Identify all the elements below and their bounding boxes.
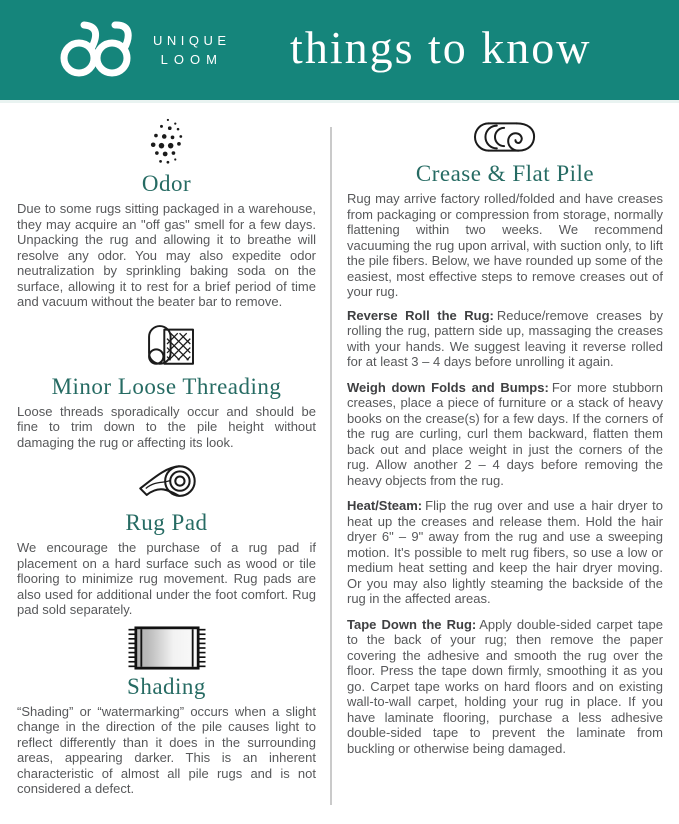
header-band: [0, 0, 679, 103]
brand-line1: UNIQUE: [153, 32, 231, 48]
section-body: We encourage the purchase of a rug pad if placement on a hard surface such as wood or tile flooring to minimize rug movement. Rug pads are also used for additional under the foot comfort. Rug pad sold separately.: [17, 540, 316, 617]
tip-body: Flip the rug over and use a hair dryer to heat up the creases and release them. Hold the hair dryer 6" – 9" away from the rug and use a sweeping motion. It's possible to melt rug fibers, so use a low or medium heat setting and keep the hair dryer moving. Or you may also lightly steaming the backside of the rug in the affected areas.: [347, 498, 663, 606]
section-body: Due to some rugs sitting packaged in a warehouse, they may acquire an "off gas" smell for a few days. Unpacking the rug and allowing it to breathe will resolve any odor. You may also expedite odor neutralization by sprinkling baking soda on the surface, allowing it to rest for a brief period of time and vacuum without the beater bar to remove.: [17, 201, 316, 309]
tip-label: Tape Down the Rug:: [347, 616, 477, 632]
tip-reverse-roll: [347, 308, 663, 370]
rolled-rug-side-icon: [347, 117, 663, 157]
section-title: Shading: [127, 673, 206, 699]
section-shading: [17, 626, 316, 797]
content: [0, 103, 679, 805]
section-body: Loose threads sporadically occur and should be fine to trim down to the pile height without damaging the rug or affecting its look.: [17, 403, 316, 450]
section-minor-loose-threading: [17, 318, 316, 451]
section-odor: [17, 117, 316, 310]
section-body: Rug may arrive factory rolled/folded and have creases from packaging or compression from storage, normally flattening within two weeks. We recommend vacuuming the rug upon arrival, with suction only, to lift the pile fibers. Below, we have rounded up some of the easiest, most effective steps to remove creases out of your rug.: [347, 191, 663, 299]
section-body: “Shading” or “watermarking” occurs when a slight change in the direction of the pile causes light to reflect differently than it does in the surrounding areas, appearing darker. This is an inherent characteristic of almost all pile rugs and is not considered a defect.: [17, 703, 316, 796]
tip-label: Weigh down Folds and Bumps:: [347, 379, 549, 395]
brand-name: [153, 31, 231, 70]
rolled-rug-corner-icon: [17, 318, 316, 370]
section-title: Crease & Flat Pile: [415, 161, 595, 186]
tip-weigh-down: [347, 380, 663, 489]
section-rug-pad: [17, 458, 316, 618]
fringed-rug-icon: [17, 626, 316, 670]
page-title: things to know: [290, 21, 592, 73]
tip-label: Reverse Roll the Rug:: [347, 307, 494, 323]
section-crease-flat-pile: [347, 117, 663, 300]
right-column: [332, 115, 679, 805]
tip-body: Reduce/remove creases by rolling the rug, pattern side up, massaging the creases with your hands. We suggest leaving it reverse rolled for at least 3 – 4 days before unrolling it again.: [347, 307, 663, 369]
section-title: Minor Loose Threading: [51, 373, 282, 399]
section-title: Odor: [141, 171, 192, 196]
tip-tape-down: [347, 617, 663, 757]
tip-heat-steam: [347, 498, 663, 607]
rug-pad-roll-icon: [17, 458, 316, 506]
unique-loom-logo-icon: [52, 18, 140, 83]
odor-dots-icon: [17, 117, 316, 167]
tip-body: Apply double-sided carpet tape to the back of your rug; then remove the paper covering the adhesive and smooth the rug over the floor. Press the tape down firmly, smoothing it as you go. Carpet tape works on hard floors and on existing wall-to-wall carpet, holding your rug in place. If you have laminate flooring, purchase a less adhesive double-sided tape to prevent the laminate from buckling or otherwise being damaged.: [347, 616, 663, 756]
left-column: [0, 115, 330, 805]
tip-label: Heat/Steam:: [347, 498, 423, 513]
brand: [52, 18, 231, 83]
section-title: Rug Pad: [125, 510, 208, 535]
tip-body: For more stubborn creases, place a piece of furniture or a stack of heavy books on the crease(s) for a few days. If the corners of the rug are curling, curl them backward, flatten them back out and place weight in just the corners of the rug. Allow another 2 – 4 days before removing the heavy objects from the rug.: [347, 379, 663, 488]
brand-line2: LOOM: [160, 52, 223, 67]
